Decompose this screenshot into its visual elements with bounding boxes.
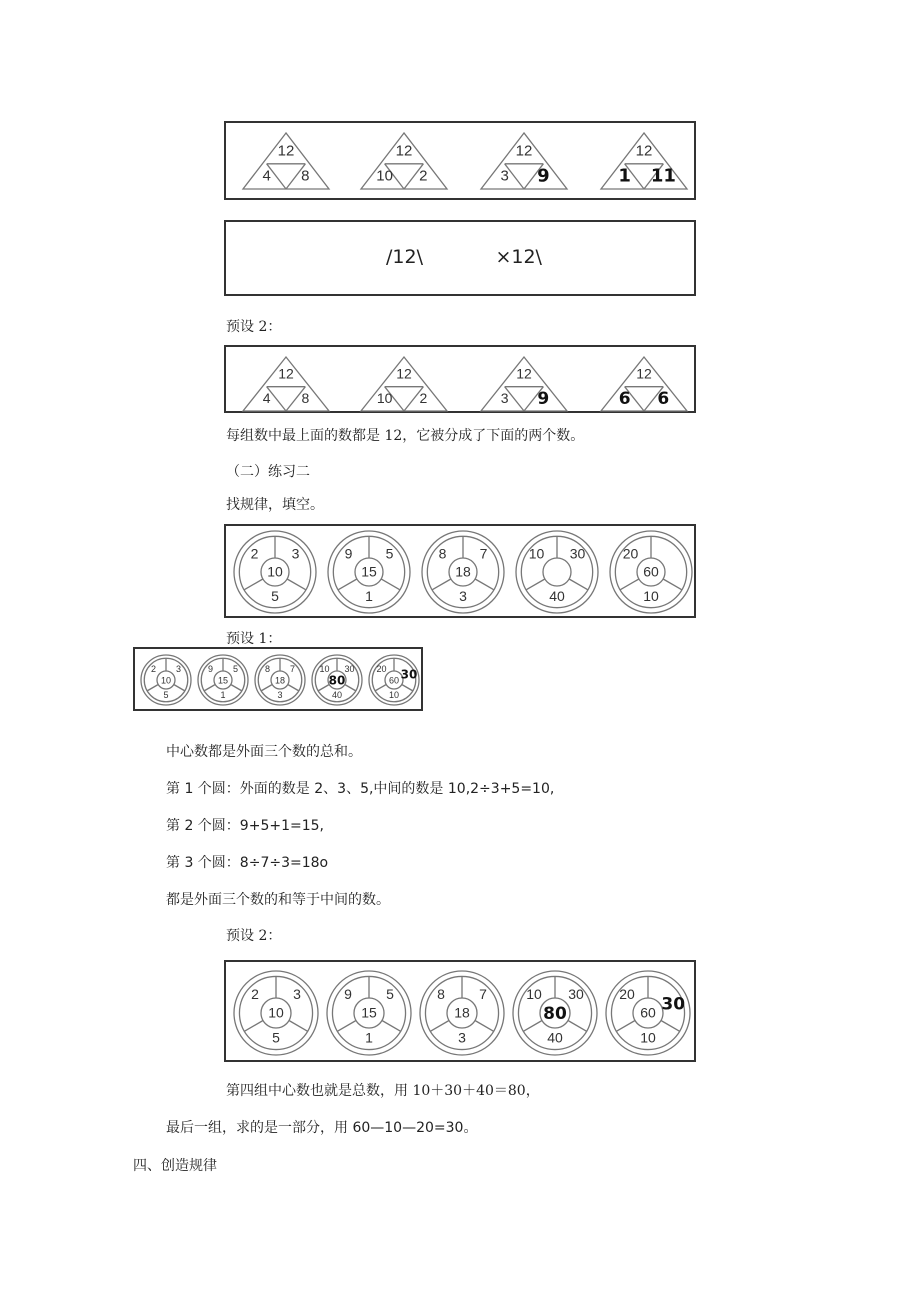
explanation-line-3: 第 2 个圆：9+5+1=15, [166,818,324,834]
circle-divider-left [337,1021,356,1032]
triangle-top-value: 12 [515,142,533,160]
circle-box-main [224,524,696,618]
circle-center-value: 18 [455,563,471,580]
circle-divider-right [475,579,494,590]
circle-divider-right [231,685,242,691]
circle-top-right-value: 7 [289,663,296,674]
triangle-3 [481,357,567,411]
circle-top-left-value: 10 [319,663,330,674]
circle-2 [327,971,411,1055]
circle-top-left-value: 2 [150,663,157,674]
preset-1-label: 预设 1： [226,631,282,647]
circle-center-value: 18 [274,675,286,686]
circle-divider-right [382,1021,401,1032]
circle-bottom-value: 3 [458,1029,466,1046]
circle-center-value: 15 [361,563,377,580]
circle-5 [369,655,419,705]
circle-4 [513,971,597,1055]
circle-divider-left [430,1021,449,1032]
triangle-group-1 [226,123,698,202]
circle-group-small [135,649,425,713]
circle-divider-right [661,1021,680,1032]
circle-bottom-value: 10 [388,689,400,700]
circle-5 [606,971,690,1055]
triangle-left-value: 4 [262,167,271,185]
circle-top-left-value: 2 [250,545,259,562]
triangle-right-value: 9 [537,389,550,410]
triangle-left-value: 10 [376,167,393,185]
circle-bottom-value: 3 [459,588,467,605]
circle-top-left-value: 20 [622,545,639,562]
explanation-line-1: 中心数都是外面三个数的总和。 [166,744,362,760]
circle-divider-left [244,1021,263,1032]
explanation-line-5: 都是外面三个数的和等于中间的数。 [166,892,390,908]
circle-top-right-value: 30 [568,986,584,1003]
circle-divider-right [287,579,306,590]
exercise-2-instruction: 找规律，填空。 [226,497,324,513]
circle-top-right-value: 30 [569,545,586,562]
circle-top-left-value: 2 [251,986,259,1003]
circle-center-value: 10 [160,675,172,686]
triangle-4 [601,357,687,411]
circle-divider-left [616,1021,635,1032]
circle-top-left-value: 8 [264,663,271,674]
circle-divider-left [526,579,545,590]
circle-center-value: 15 [217,675,229,686]
circle-top-left-value: 9 [207,663,214,674]
triangle-left-value: 10 [376,389,393,406]
circle-divider-right [402,685,413,691]
triangle-top-value: 12 [395,142,413,160]
circle-divider-right [663,579,682,590]
circle-1 [234,971,318,1055]
circle-center-value: 15 [361,1004,377,1021]
circle-divider-left [204,685,215,691]
triangle-left-value: 3 [500,167,509,185]
triangle-top-value: 12 [277,142,295,160]
triangle-box-1 [224,121,696,200]
circle-bottom-value: 5 [163,689,169,700]
triangle-left-value: 3 [500,389,509,406]
circle-bottom-value: 40 [331,689,343,700]
circle-divider-left [147,685,158,691]
circle-box-small [133,647,423,711]
circle-divider-left [375,685,386,691]
triangle-2 [361,133,447,189]
triangle-right-value: 2 [419,167,428,185]
circle-center-value: 18 [454,1004,470,1021]
triangle-top-value: 12 [516,365,532,382]
circle-top-right-value: 5 [386,986,394,1003]
circle-divider-right [345,685,356,691]
circle-divider-left [620,579,639,590]
triangle-3 [481,133,567,189]
circle-top-left-value: 8 [437,986,445,1003]
circle-top-right-value: 5 [385,545,394,562]
circle-divider-right [174,685,185,691]
circle-center-value: 60 [643,563,659,580]
circle-divider-right [568,1021,587,1032]
circle-bottom-value: 40 [547,1029,563,1046]
circle-divider-right [288,685,299,691]
triangle-group-2 [226,347,698,415]
circle-2 [198,655,248,705]
explanation-line-2: 第 1 个圆：外面的数是 2、3、5,中间的数是 10,2÷3+5=10, [166,781,555,797]
circle-bottom-value: 40 [549,588,565,605]
circle-box-preset2 [224,960,696,1062]
triangle-top-value: 12 [278,365,294,382]
triangle-left-value: 6 [618,389,631,410]
preset-2-label: 预设 2： [226,319,282,335]
exercise-2-heading: （二）练习二 [226,464,310,480]
closing-line-1: 第四组中心数也就是总数，用 10＋30＋40＝80， [226,1083,540,1099]
circle-top-left-value: 20 [376,663,387,674]
triangle-2 [361,357,447,411]
circle-divider-left [432,579,451,590]
circle-5 [610,531,692,613]
circle-bottom-value: 5 [272,1029,280,1046]
circle-divider-right [475,1021,494,1032]
triangle-left-value: 1 [618,165,631,187]
circle-3 [255,655,305,705]
circle-top-left-value: 8 [438,545,447,562]
answer-box [224,220,696,296]
circle-bottom-value: 10 [640,1029,656,1046]
circle-top-right-value: 3 [291,545,300,562]
circle-top-left-value: 10 [528,545,545,562]
circle-top-left-value: 10 [526,986,542,1003]
circle-bottom-value: 1 [220,689,226,700]
triangle-right-value: 8 [301,167,310,185]
triangle-top-value: 12 [635,142,653,160]
triangle-caption: 每组数中最上面的数都是 12，它被分成了下面的两个数。 [226,428,585,444]
circle-group-main [226,526,698,620]
circle-handwritten-top-right: 30 [661,994,686,1015]
circle-1 [141,655,191,705]
circle-bottom-value: 1 [365,1029,373,1046]
circle-divider-right [381,579,400,590]
triangle-right-value: 8 [301,389,310,406]
circle-center-value: 60 [640,1004,656,1021]
circle-2 [328,531,410,613]
triangle-outline [243,133,329,189]
triangle-outline [361,133,447,189]
circle-top-left-value: 20 [619,986,635,1003]
circle-bottom-value: 5 [271,588,279,605]
circle-divider-left [338,579,357,590]
circle-top-right-value: 3 [293,986,301,1003]
circle-center-value: 60 [388,675,400,686]
circle-top-right-value: 30 [344,663,355,674]
circle-3 [420,971,504,1055]
circle-bottom-value: 10 [643,588,659,605]
circle-3 [422,531,504,613]
triangle-left-value: 4 [262,389,271,406]
circle-top-right-value: 3 [175,663,182,674]
answer-box-text: /12\ ×12\ [386,246,542,268]
circle-handwritten-center: 80 [328,673,346,688]
triangle-1 [243,357,329,411]
circle-top-right-value: 7 [479,986,487,1003]
circle-4 [312,655,362,705]
triangle-right-value: 9 [537,165,550,187]
circle-top-left-value: 9 [344,545,353,562]
triangle-outline [481,133,567,189]
circle-divider-right [569,579,588,590]
triangle-1 [243,133,329,189]
triangle-right-value: 2 [419,389,428,406]
circle-center-value: 10 [267,563,283,580]
circle-group-preset2 [226,962,698,1064]
circle-1 [234,531,316,613]
explanation-line-4: 第 3 个圆：8÷7÷3=18o [166,855,329,871]
triangle-top-value: 12 [396,365,412,382]
circle-top-right-value: 5 [232,663,239,674]
closing-line-2: 最后一组，求的是一部分，用 60—10—20=30。 [166,1120,478,1136]
circle-4 [516,531,598,613]
circle-divider-left [523,1021,542,1032]
circle-center-value: 10 [268,1004,284,1021]
triangle-right-value: 6 [657,389,670,410]
triangle-top-value: 12 [636,365,652,382]
circle-divider-left [318,685,329,691]
preset-2b-label: 预设 2： [226,928,282,944]
circle-top-left-value: 9 [344,986,352,1003]
triangle-box-2 [224,345,696,413]
circle-divider-right [289,1021,308,1032]
circle-bottom-value: 1 [365,588,373,605]
circle-top-right-value: 7 [479,545,488,562]
circle-divider-left [244,579,263,590]
circle-bottom-value: 3 [277,689,283,700]
circle-handwritten-center: 80 [543,1004,567,1024]
triangle-right-value: 11 [650,165,676,187]
circle-handwritten-top-right: 30 [400,667,418,682]
section-4-heading: 四、创造规律 [133,1158,217,1174]
circle-divider-left [261,685,272,691]
triangle-4 [601,133,687,189]
circle-center [543,558,571,586]
